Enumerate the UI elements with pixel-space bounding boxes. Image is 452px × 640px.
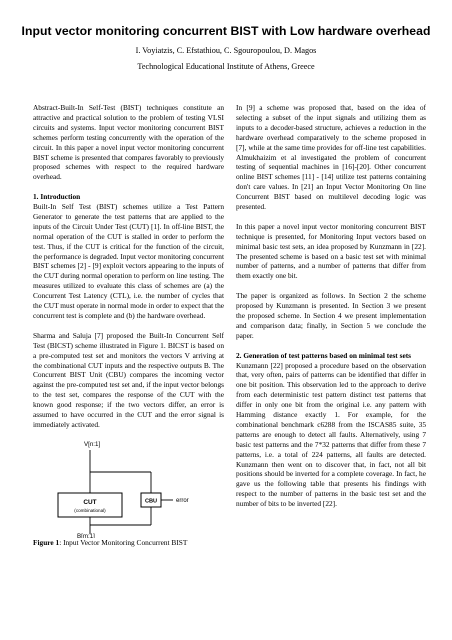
input-vector-label: V[n:1] bbox=[84, 440, 101, 448]
cbu-label: CBU bbox=[144, 498, 158, 505]
section-2-paragraph: Kunzmann [22] proposed a procedure based on the observation that, very often, pairs of patterns can be identified that differ in one bit position. This observation led to the approach to derive from each deterministic test pattern distinct test patterns that differ in only one bit from the original i.e. any pattern with Hamming distance exactly 1. For example, for the combinational benchmark c6288 from the ISCAS85 suite, 35 patterns are enough to detect all faults. Alternatively, using 7 basic test patterns and the 7*32 patterns that differ from these 7 patterns, i.e. a total of 224 patterns, all faults are detected. Kunzmann then went on to discover that, in fact, not all bit positions should be inverted for a complete coverage. In fact, he gave us the following table that presents his findings with respect to the number of patterns in the basic test set and the number of bits to be inverted [22]. bbox=[236, 360, 426, 509]
section-2-heading: 2. Generation of test patterns based on minimal test sets bbox=[236, 350, 412, 360]
related-work-paragraph: In [9] a scheme was proposed that, based on the idea of selecting a subset of the input signals and utilizing them as inputs to a decoder-based structure, achieves a reduction in the hardware overhead comparatively to the scheme proposed in [7], while at the same time provides for off-line test capabilities. Almukhaizim et al investigated the problem of concurrent testing of sequential machines in [16]-[20]. Other concurrent online BIST schemes [11] - [14] utilize test patterns containing don't care values. In [21] an Input Vector Monitoring On line Concurrent BIST based on multilevel decoding logic was presented. bbox=[236, 103, 426, 212]
figure-1-diagram bbox=[33, 434, 224, 538]
cut-sub-label: (combinational) bbox=[74, 507, 106, 513]
bicst-block-diagram bbox=[33, 434, 224, 538]
right-column bbox=[236, 103, 426, 509]
cut-label: CUT bbox=[83, 498, 97, 506]
figure-1-caption bbox=[33, 538, 224, 548]
paper-title: Input vector monitoring concurrent BIST with Low hardware overhead bbox=[21, 24, 431, 38]
figure-1-caption-prefix: Figure 1 bbox=[33, 537, 60, 547]
contribution-paragraph: In this paper a novel input vector monitoring concurrent BIST technique is presented, for Monitoring Input vectors based on minimal basic test sets, an idea proposed by Kunzmann in [22]. The presented scheme is based on a basic test set with minimal number of patterns, and a number of patterns that differ from them exactly one bit. bbox=[236, 221, 426, 281]
paper-authors: I. Voyiatzis, C. Efstathiou, C. Sgouropoulou, D. Magos bbox=[135, 46, 317, 55]
error-label: error bbox=[176, 497, 189, 504]
output-vector-label: B[m:1] bbox=[77, 532, 95, 538]
abstract-paragraph: Abstract-Built-In Self-Test (BIST) techniques constitute an attractive and practical solution to the problem of testing VLSI circuits and systems. Input vector monitoring concurrent BIST schemes perform testing concurrently with the operation of the circuit. In this paper a novel input vector monitoring concurrent BIST scheme is presented that compares favorably to previously proposed schemes with respect to the required hardware overhead. bbox=[33, 103, 224, 182]
left-column bbox=[33, 103, 224, 548]
figure-1-caption-text: : Input Vector Monitoring Concurrent BIST bbox=[59, 537, 188, 547]
introduction-paragraph-1: Built-In Self Test (BIST) schemes utilize a Test Pattern Generator to generate the test patterns that are applied to the inputs of the Circuit Under Test (CUT) [1]. In off-line BIST, the normal operation of the CUT is stalled in order to perform the test. Thus, if the CUT is critical for the function of the circuit, the performance is degraded. Input vector monitoring concurrent BIST schemes [2] - [9] exploit vectors appearing to the inputs of the CUT during normal operation to perform on line testing. The measures utilized to evaluate this class of schemes are (a) the Concurrent Test Latency (CTL), i.e. the number of cycles that the CUT must operate in normal mode in order to expect that the concurrent test is complete and (b) the hardware overhead. bbox=[33, 202, 224, 321]
paper-affiliation: Technological Educational Institute of Athens, Greece bbox=[137, 62, 315, 71]
introduction-paragraph-2: Sharma and Saluja [7] proposed the Built-In Concurrent Self Test (BICST) scheme illustrated in Figure 1. BICST is based on a pre-computed test set and monitors the vectors V arriving at the combinational CUT inputs and the respective outputs B. The Concurrent BIST Unit (CBU) compares the incoming vector against the pre-computed test set and, if the input vector belongs to the test set, compares the response of the CUT with the known good response; if the two vectors differ, an error is assumed to have occurred in the CUT and the error signal is immediately activated. bbox=[33, 330, 224, 429]
introduction-heading: 1. Introduction bbox=[33, 192, 81, 202]
organization-paragraph: The paper is organized as follows. In Section 2 the scheme proposed by Kunzmann is presented. In Section 3 we present the proposed scheme. In Section 4 we present implementation and comparison data; finally, in Section 5 we conclude the paper. bbox=[236, 291, 426, 340]
